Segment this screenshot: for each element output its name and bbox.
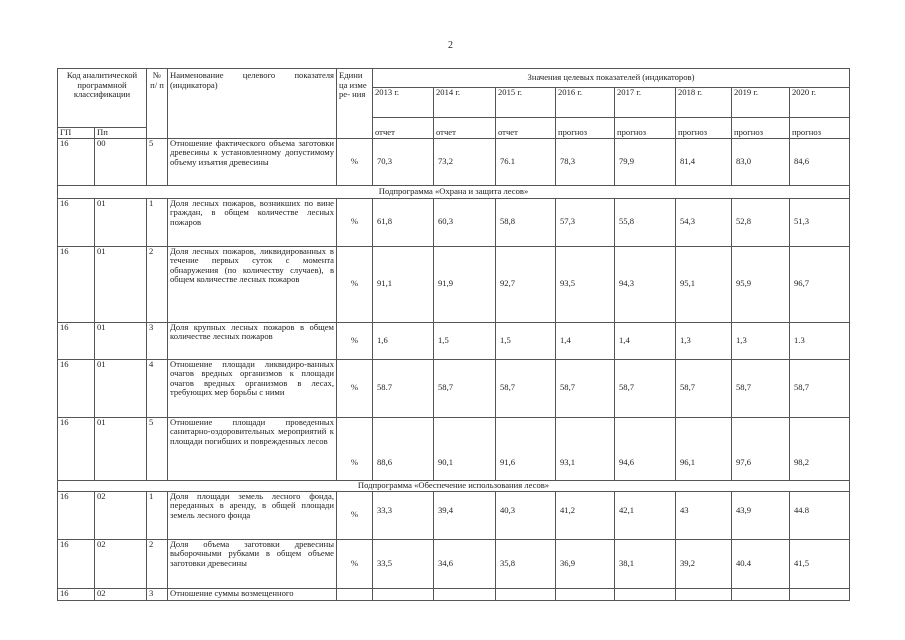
- header-unit: Едини ца изме ре- ния: [337, 69, 373, 139]
- cell-value: 58,8: [496, 198, 556, 246]
- cell-value: 1,4: [556, 322, 615, 359]
- year-2018: 2018 г.: [676, 88, 732, 118]
- cell-num: 5: [147, 417, 168, 480]
- cell-value: [373, 588, 434, 600]
- cell-value: 39,2: [676, 539, 732, 588]
- subprogram-heading: Подпрограмма «Охрана и защита лесов»: [58, 185, 850, 198]
- cell-value: 43,9: [732, 491, 790, 539]
- type-2016: прогноз: [556, 118, 615, 139]
- cell-pp: 00: [95, 138, 147, 185]
- cell-unit: %: [337, 359, 373, 417]
- cell-unit: [337, 588, 373, 600]
- cell-value: [790, 588, 850, 600]
- cell-num: 4: [147, 359, 168, 417]
- table-row: [58, 359, 850, 417]
- header-num: № п/ п: [147, 69, 168, 139]
- header-pp: Пп: [95, 128, 147, 139]
- cell-value: 93,1: [556, 417, 615, 480]
- cell-value: 1,6: [373, 322, 434, 359]
- cell-unit: %: [337, 539, 373, 588]
- header-gp: ГП: [58, 128, 95, 139]
- cell-gp: 16: [58, 138, 95, 185]
- cell-gp: 16: [58, 539, 95, 588]
- table-row: [58, 491, 850, 539]
- cell-pp: 02: [95, 491, 147, 539]
- header-values-title: Значения целевых показателей (индикаторов): [373, 69, 850, 88]
- page-number: 2: [448, 40, 453, 51]
- cell-value: 41,5: [790, 539, 850, 588]
- cell-name: Отношение площади ликвидиро-ванных очагов вредных организмов к площади очагов вредных организмов в лесах, требующих мер борьбы с ними: [168, 359, 337, 417]
- cell-value: 40.4: [732, 539, 790, 588]
- cell-gp: 16: [58, 198, 95, 246]
- cell-value: 58,7: [496, 359, 556, 417]
- cell-value: 43: [676, 491, 732, 539]
- table-row: [58, 138, 850, 185]
- cell-value: 60,3: [434, 198, 496, 246]
- year-2014: 2014 г.: [434, 88, 496, 118]
- cell-value: 78,3: [556, 138, 615, 185]
- cell-value: 51,3: [790, 198, 850, 246]
- cell-value: 35,8: [496, 539, 556, 588]
- cell-value: 79,9: [615, 138, 676, 185]
- cell-value: 58.7: [373, 359, 434, 417]
- cell-gp: 16: [58, 359, 95, 417]
- year-2019: 2019 г.: [732, 88, 790, 118]
- cell-value: 96,7: [790, 246, 850, 322]
- cell-value: 96,1: [676, 417, 732, 480]
- cell-gp: 16: [58, 417, 95, 480]
- cell-pp: 01: [95, 198, 147, 246]
- cell-value: 95,9: [732, 246, 790, 322]
- cell-value: 91,1: [373, 246, 434, 322]
- cell-unit: %: [337, 417, 373, 480]
- cell-unit: %: [337, 491, 373, 539]
- cell-value: 70,3: [373, 138, 434, 185]
- cell-name: Доля площади земель лесного фонда, переданных в аренду, в общей площади земель лесного фонда: [168, 491, 337, 539]
- year-2017: 2017 г.: [615, 88, 676, 118]
- table-row: [58, 588, 850, 600]
- cell-value: 40,3: [496, 491, 556, 539]
- cell-value: 90,1: [434, 417, 496, 480]
- cell-gp: 16: [58, 491, 95, 539]
- cell-value: 42,1: [615, 491, 676, 539]
- table-row: [58, 246, 850, 322]
- cell-num: 3: [147, 588, 168, 600]
- type-2014: отчет: [434, 118, 496, 139]
- table-row: [58, 417, 850, 480]
- cell-value: 57,3: [556, 198, 615, 246]
- cell-pp: 01: [95, 246, 147, 322]
- cell-num: 1: [147, 491, 168, 539]
- cell-value: 94,6: [615, 417, 676, 480]
- cell-value: 58,7: [676, 359, 732, 417]
- year-2015: 2015 г.: [496, 88, 556, 118]
- indicators-table: [57, 68, 850, 601]
- cell-pp: 01: [95, 417, 147, 480]
- cell-num: 2: [147, 539, 168, 588]
- cell-value: 58,7: [732, 359, 790, 417]
- cell-unit: %: [337, 246, 373, 322]
- header-name: Наименование целевого показателя (индикатора): [168, 69, 337, 139]
- cell-name: Отношение суммы возмещенного: [168, 588, 337, 600]
- cell-value: 98,2: [790, 417, 850, 480]
- cell-name: Отношение фактического объема заготовки древесины к установленному допустимому объему изъятия древесины: [168, 138, 337, 185]
- cell-name: Отношение площади проведенных санитарно-оздоровительных мероприятий к площади погибших и поврежденных лесов: [168, 417, 337, 480]
- cell-value: 52,8: [732, 198, 790, 246]
- cell-value: [496, 588, 556, 600]
- cell-gp: 16: [58, 246, 95, 322]
- cell-name: Доля объема заготовки древесины выборочными рубками в общем объеме заготовки древесины: [168, 539, 337, 588]
- header-code: [58, 69, 147, 128]
- cell-value: [556, 588, 615, 600]
- cell-value: 33,5: [373, 539, 434, 588]
- cell-value: [676, 588, 732, 600]
- cell-value: 41,2: [556, 491, 615, 539]
- cell-gp: 16: [58, 588, 95, 600]
- cell-num: 2: [147, 246, 168, 322]
- cell-value: 33,3: [373, 491, 434, 539]
- cell-value: 58,7: [790, 359, 850, 417]
- year-2016: 2016 г.: [556, 88, 615, 118]
- cell-pp: 01: [95, 359, 147, 417]
- cell-value: 38,1: [615, 539, 676, 588]
- cell-value: [732, 588, 790, 600]
- cell-name: Доля лесных пожаров, ликвидированных в течение первых суток с момента обнаружения (по количеству случаев), в общем количестве лесных пожаров: [168, 246, 337, 322]
- table-row: [58, 322, 850, 359]
- cell-value: 81,4: [676, 138, 732, 185]
- cell-value: 83,0: [732, 138, 790, 185]
- cell-value: 1,4: [615, 322, 676, 359]
- table-row: [58, 539, 850, 588]
- cell-value: 44.8: [790, 491, 850, 539]
- cell-value: [434, 588, 496, 600]
- cell-value: 73,2: [434, 138, 496, 185]
- cell-unit: %: [337, 198, 373, 246]
- cell-num: 1: [147, 198, 168, 246]
- cell-pp: 01: [95, 322, 147, 359]
- cell-value: 92,7: [496, 246, 556, 322]
- year-2013: 2013 г.: [373, 88, 434, 118]
- cell-value: 1.3: [790, 322, 850, 359]
- type-2020: прогноз: [790, 118, 850, 139]
- cell-value: 55,8: [615, 198, 676, 246]
- type-2018: прогноз: [676, 118, 732, 139]
- cell-value: 39,4: [434, 491, 496, 539]
- cell-unit: %: [337, 138, 373, 185]
- cell-value: 1,5: [434, 322, 496, 359]
- cell-pp: 02: [95, 588, 147, 600]
- cell-value: 1,3: [676, 322, 732, 359]
- type-2015: отчет: [496, 118, 556, 139]
- cell-value: 58,7: [615, 359, 676, 417]
- year-2020: 2020 г.: [790, 88, 850, 118]
- cell-value: 61,8: [373, 198, 434, 246]
- cell-value: 76.1: [496, 138, 556, 185]
- type-2019: прогноз: [732, 118, 790, 139]
- cell-value: 95,1: [676, 246, 732, 322]
- cell-value: 91,9: [434, 246, 496, 322]
- cell-value: 88,6: [373, 417, 434, 480]
- cell-value: 93,5: [556, 246, 615, 322]
- cell-value: 1,3: [732, 322, 790, 359]
- cell-value: 58,7: [434, 359, 496, 417]
- cell-value: 58,7: [556, 359, 615, 417]
- cell-num: 3: [147, 322, 168, 359]
- cell-num: 5: [147, 138, 168, 185]
- type-2017: прогноз: [615, 118, 676, 139]
- cell-value: 94,3: [615, 246, 676, 322]
- table-row: [58, 198, 850, 246]
- cell-value: 97,6: [732, 417, 790, 480]
- cell-value: 36,9: [556, 539, 615, 588]
- cell-value: 91,6: [496, 417, 556, 480]
- cell-value: 54,3: [676, 198, 732, 246]
- cell-name: Доля крупных лесных пожаров в общем количестве лесных пожаров: [168, 322, 337, 359]
- header-code-label: Код аналитической программной классификации: [66, 70, 138, 100]
- cell-unit: %: [337, 322, 373, 359]
- cell-value: 34,6: [434, 539, 496, 588]
- cell-value: [615, 588, 676, 600]
- subprogram-heading: Подпрограмма «Обеспечение использования лесов»: [58, 480, 850, 491]
- cell-name: Доля лесных пожаров, возникших по вине граждан, в общем количестве лесных пожаров: [168, 198, 337, 246]
- type-2013: отчет: [373, 118, 434, 139]
- cell-pp: 02: [95, 539, 147, 588]
- cell-gp: 16: [58, 322, 95, 359]
- cell-value: 1,5: [496, 322, 556, 359]
- cell-value: 84,6: [790, 138, 850, 185]
